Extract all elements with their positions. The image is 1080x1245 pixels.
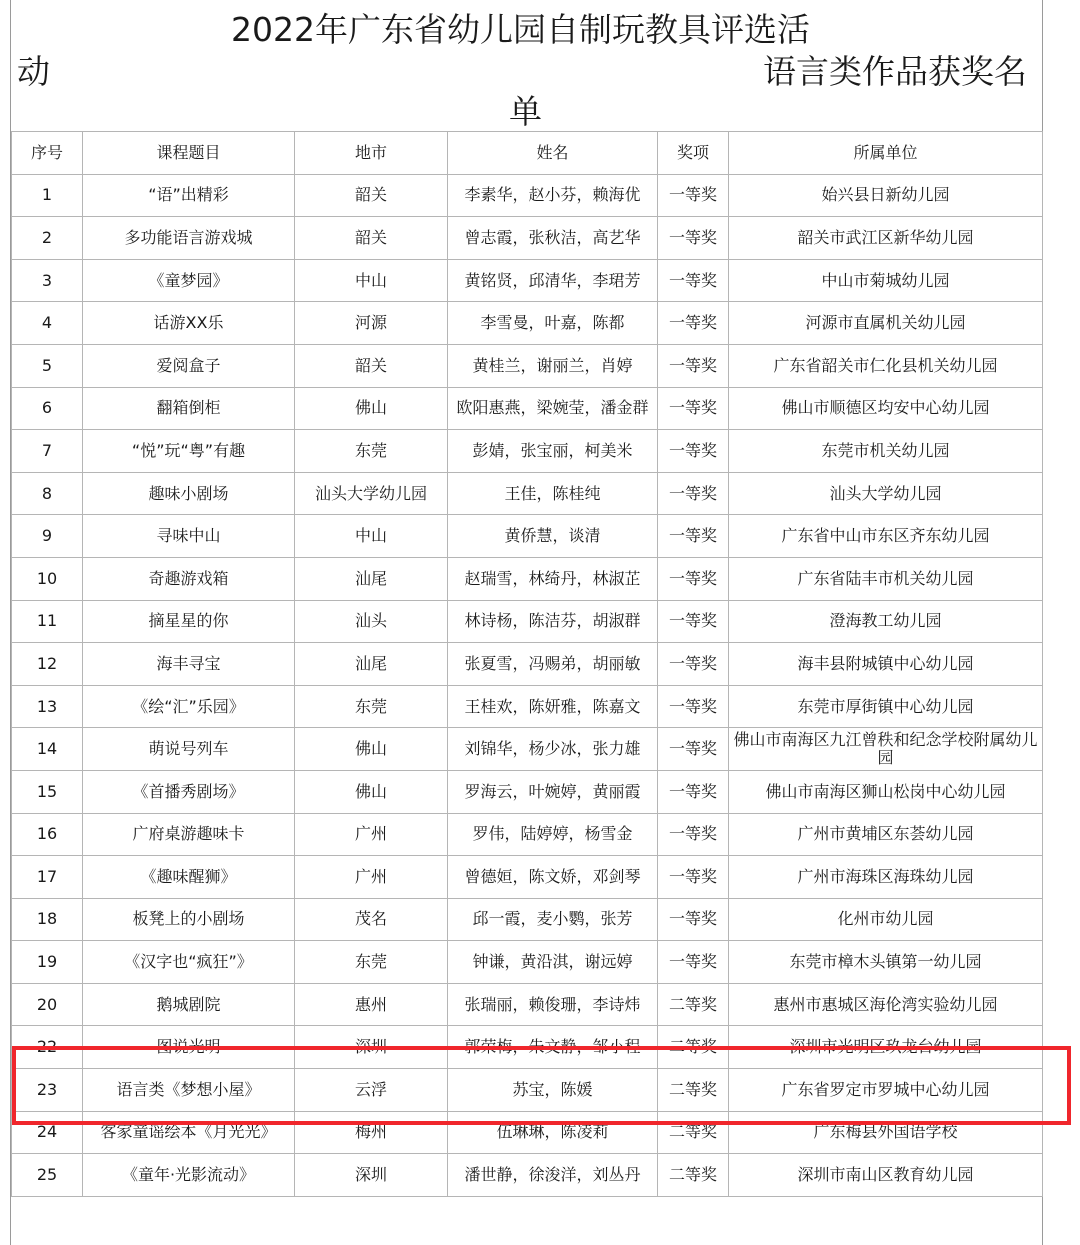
table-row [12, 856, 1043, 899]
cell-index: 8 [12, 472, 83, 515]
cell-names: 潘世静，徐浚洋，刘丛丹 [448, 1154, 658, 1197]
table-row [12, 387, 1043, 430]
cell-course-title: 《汉字也“疯狂”》 [83, 941, 295, 984]
cell-course-title: 寻味中山 [83, 515, 295, 558]
cell-award: 一等奖 [658, 217, 729, 260]
cell-city: 广州 [295, 813, 448, 856]
cell-names: 罗海云，叶婉婷，黄丽霞 [448, 770, 658, 813]
cell-course-title: 萌说号列车 [83, 728, 295, 771]
award-table [11, 131, 1043, 1197]
header-award: 奖项 [658, 132, 729, 175]
header-unit: 所属单位 [729, 132, 1043, 175]
cell-index: 7 [12, 430, 83, 473]
cell-city: 中山 [295, 515, 448, 558]
cell-index: 15 [12, 770, 83, 813]
table-row [12, 217, 1043, 260]
table-row [12, 898, 1043, 941]
cell-names: 邱一霞，麦小鹦，张芳 [448, 898, 658, 941]
header-course-title: 课程题目 [83, 132, 295, 175]
cell-unit: 海丰县附城镇中心幼儿园 [729, 643, 1043, 686]
cell-names: 罗伟，陆婷婷，杨雪金 [448, 813, 658, 856]
cell-award: 一等奖 [658, 302, 729, 345]
table-row [12, 1069, 1043, 1112]
cell-unit: 惠州市惠城区海伦湾实验幼儿园 [729, 983, 1043, 1026]
table-row [12, 1026, 1043, 1069]
cell-award: 二等奖 [658, 1111, 729, 1154]
cell-city: 河源 [295, 302, 448, 345]
cell-award: 一等奖 [658, 770, 729, 813]
cell-names: 黄侨慧，谈清 [448, 515, 658, 558]
cell-unit: 深圳市光明区玖龙台幼儿园 [729, 1026, 1043, 1069]
cell-index: 25 [12, 1154, 83, 1197]
cell-names: 苏宝，陈媛 [448, 1069, 658, 1112]
table-row [12, 1154, 1043, 1197]
cell-unit: 广东省罗定市罗城中心幼儿园 [729, 1069, 1043, 1112]
cell-names: 钟谦，黄沿淇，谢远婷 [448, 941, 658, 984]
title-line-2-left: 动 [17, 52, 50, 91]
table-row [12, 174, 1043, 217]
cell-course-title: 《童梦园》 [83, 259, 295, 302]
cell-unit: 东莞市机关幼儿园 [729, 430, 1043, 473]
cell-names: 林诗杨，陈洁芬，胡淑群 [448, 600, 658, 643]
cell-names: 郭荣梅，朱文静，邹小程 [448, 1026, 658, 1069]
cell-index: 4 [12, 302, 83, 345]
cell-names: 张夏雪，冯赐弟，胡丽敏 [448, 643, 658, 686]
cell-unit: 东莞市厚街镇中心幼儿园 [729, 685, 1043, 728]
cell-award: 一等奖 [658, 430, 729, 473]
cell-index: 24 [12, 1111, 83, 1154]
cell-index: 18 [12, 898, 83, 941]
cell-city: 东莞 [295, 430, 448, 473]
cell-index: 17 [12, 856, 83, 899]
cell-award: 一等奖 [658, 643, 729, 686]
title-line-1: 2022年广东省幼儿园自制玩教具评选活 [231, 10, 810, 49]
cell-names: 李雪曼，叶嘉，陈都 [448, 302, 658, 345]
cell-city: 汕尾 [295, 557, 448, 600]
table-row [12, 1111, 1043, 1154]
cell-course-title: 摘星星的你 [83, 600, 295, 643]
cell-course-title: 《首播秀剧场》 [83, 770, 295, 813]
cell-unit: 佛山市顺德区均安中心幼儿园 [729, 387, 1043, 430]
cell-course-title: 爱阅盒子 [83, 344, 295, 387]
cell-unit: 汕头大学幼儿园 [729, 472, 1043, 515]
cell-course-title: 翻箱倒柜 [83, 387, 295, 430]
cell-city: 中山 [295, 259, 448, 302]
cell-course-title: 话游XX乐 [83, 302, 295, 345]
cell-award: 一等奖 [658, 728, 729, 771]
cell-unit: 河源市直属机关幼儿园 [729, 302, 1043, 345]
table-row [12, 770, 1043, 813]
table-row [12, 430, 1043, 473]
table-row [12, 941, 1043, 984]
table-row [12, 813, 1043, 856]
cell-unit: 东莞市樟木头镇第一幼儿园 [729, 941, 1043, 984]
cell-index: 14 [12, 728, 83, 771]
cell-award: 二等奖 [658, 1026, 729, 1069]
cell-award: 一等奖 [658, 557, 729, 600]
cell-unit: 化州市幼儿园 [729, 898, 1043, 941]
cell-award: 一等奖 [658, 898, 729, 941]
cell-index: 11 [12, 600, 83, 643]
table-row [12, 472, 1043, 515]
cell-award: 二等奖 [658, 983, 729, 1026]
cell-index: 6 [12, 387, 83, 430]
cell-city: 韶关 [295, 217, 448, 260]
table-row [12, 600, 1043, 643]
cell-city: 韶关 [295, 174, 448, 217]
cell-index: 1 [12, 174, 83, 217]
cell-city: 佛山 [295, 387, 448, 430]
title-line-3: 单 [509, 92, 542, 131]
cell-unit: 始兴县日新幼儿园 [729, 174, 1043, 217]
cell-index: 23 [12, 1069, 83, 1112]
cell-award: 一等奖 [658, 685, 729, 728]
cell-city: 汕头大学幼儿园 [295, 472, 448, 515]
cell-index: 12 [12, 643, 83, 686]
cell-names: 黄桂兰，谢丽兰，肖婷 [448, 344, 658, 387]
document-title [11, 0, 1042, 132]
cell-city: 云浮 [295, 1069, 448, 1112]
cell-course-title: “悦”玩“粤”有趣 [83, 430, 295, 473]
cell-award: 一等奖 [658, 941, 729, 984]
cell-award: 二等奖 [658, 1069, 729, 1112]
cell-course-title: 《趣味醒狮》 [83, 856, 295, 899]
cell-city: 梅州 [295, 1111, 448, 1154]
cell-index: 22 [12, 1026, 83, 1069]
cell-unit: 广东梅县外国语学校 [729, 1111, 1043, 1154]
cell-course-title: 《童年·光影流动》 [83, 1154, 295, 1197]
cell-city: 东莞 [295, 941, 448, 984]
table-row [12, 685, 1043, 728]
header-names: 姓名 [448, 132, 658, 175]
header-city: 地市 [295, 132, 448, 175]
cell-award: 一等奖 [658, 387, 729, 430]
cell-city: 韶关 [295, 344, 448, 387]
cell-city: 佛山 [295, 728, 448, 771]
cell-names: 王佳，陈桂纯 [448, 472, 658, 515]
cell-award: 一等奖 [658, 856, 729, 899]
cell-course-title: 海丰寻宝 [83, 643, 295, 686]
cell-names: 赵瑞雪，林绮丹，林淑芷 [448, 557, 658, 600]
table-row [12, 302, 1043, 345]
cell-names: 黄铭贤，邱清华，李珺芳 [448, 259, 658, 302]
cell-unit: 广州市海珠区海珠幼儿园 [729, 856, 1043, 899]
cell-index: 19 [12, 941, 83, 984]
cell-names: 李素华，赵小芬，赖海优 [448, 174, 658, 217]
cell-unit: 广东省中山市东区齐东幼儿园 [729, 515, 1043, 558]
cell-unit: 韶关市武江区新华幼儿园 [729, 217, 1043, 260]
cell-unit: 澄海教工幼儿园 [729, 600, 1043, 643]
cell-names: 刘锦华，杨少冰，张力雄 [448, 728, 658, 771]
table-header-row [12, 132, 1043, 175]
cell-unit: 佛山市南海区九江曾秩和纪念学校附属幼儿园 [729, 728, 1043, 771]
cell-index: 16 [12, 813, 83, 856]
cell-course-title: 板凳上的小剧场 [83, 898, 295, 941]
cell-course-title: 鹅城剧院 [83, 983, 295, 1026]
title-line-2-right: 语言类作品获奖名 [763, 52, 1027, 91]
cell-index: 3 [12, 259, 83, 302]
cell-unit: 深圳市南山区教育幼儿园 [729, 1154, 1043, 1197]
table-row [12, 515, 1043, 558]
cell-course-title: 广府桌游趣味卡 [83, 813, 295, 856]
cell-names: 彭婧，张宝丽，柯美米 [448, 430, 658, 473]
cell-award: 一等奖 [658, 600, 729, 643]
cell-names: 曾志霞，张秋洁，高艺华 [448, 217, 658, 260]
cell-names: 张瑞丽，赖俊珊，李诗炜 [448, 983, 658, 1026]
cell-city: 东莞 [295, 685, 448, 728]
cell-course-title: 奇趣游戏箱 [83, 557, 295, 600]
document-sheet [10, 0, 1043, 1245]
cell-city: 汕尾 [295, 643, 448, 686]
cell-city: 深圳 [295, 1026, 448, 1069]
cell-course-title: 《绘“汇”乐园》 [83, 685, 295, 728]
cell-course-title: 客家童谣绘本《月光光》 [83, 1111, 295, 1154]
cell-unit: 广州市黄埔区东荟幼儿园 [729, 813, 1043, 856]
cell-index: 10 [12, 557, 83, 600]
cell-city: 惠州 [295, 983, 448, 1026]
cell-unit: 广东省陆丰市机关幼儿园 [729, 557, 1043, 600]
table-row [12, 557, 1043, 600]
cell-names: 伍琳琳，陈凌莉 [448, 1111, 658, 1154]
cell-course-title: “语”出精彩 [83, 174, 295, 217]
cell-award: 一等奖 [658, 259, 729, 302]
cell-unit: 佛山市南海区狮山松岗中心幼儿园 [729, 770, 1043, 813]
cell-award: 二等奖 [658, 1154, 729, 1197]
table-row [12, 728, 1043, 771]
cell-index: 13 [12, 685, 83, 728]
cell-city: 佛山 [295, 770, 448, 813]
cell-course-title: 语言类《梦想小屋》 [83, 1069, 295, 1112]
cell-award: 一等奖 [658, 515, 729, 558]
cell-unit: 中山市菊城幼儿园 [729, 259, 1043, 302]
cell-award: 一等奖 [658, 174, 729, 217]
cell-index: 20 [12, 983, 83, 1026]
cell-unit: 广东省韶关市仁化县机关幼儿园 [729, 344, 1043, 387]
cell-names: 王桂欢，陈妍雅，陈嘉文 [448, 685, 658, 728]
cell-award: 一等奖 [658, 344, 729, 387]
cell-names: 欧阳惠燕，梁婉莹，潘金群 [448, 387, 658, 430]
cell-index: 5 [12, 344, 83, 387]
cell-city: 广州 [295, 856, 448, 899]
cell-award: 一等奖 [658, 472, 729, 515]
cell-names: 曾德姮，陈文娇，邓剑琴 [448, 856, 658, 899]
header-index: 序号 [12, 132, 83, 175]
table-row [12, 259, 1043, 302]
cell-index: 2 [12, 217, 83, 260]
table-row [12, 643, 1043, 686]
cell-course-title: 趣味小剧场 [83, 472, 295, 515]
cell-city: 深圳 [295, 1154, 448, 1197]
cell-index: 9 [12, 515, 83, 558]
cell-city: 汕头 [295, 600, 448, 643]
cell-city: 茂名 [295, 898, 448, 941]
table-row [12, 983, 1043, 1026]
cell-course-title: 多功能语言游戏城 [83, 217, 295, 260]
cell-award: 一等奖 [658, 813, 729, 856]
cell-course-title: 图说光明 [83, 1026, 295, 1069]
table-row [12, 344, 1043, 387]
